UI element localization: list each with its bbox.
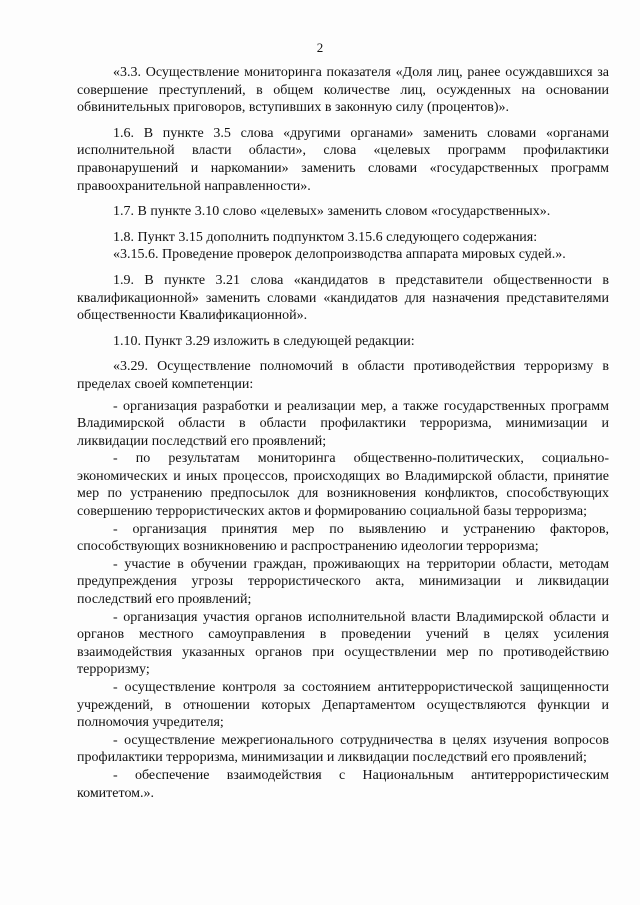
paragraph-1-7: 1.7. В пункте 3.10 слово «целевых» заменить словом «государственных». (113, 204, 551, 220)
list-item: - осуществление контроля за состоянием антитеррористической защищенности учреждений, в отношении которых Департаментом осуществляются функции и полномочия учредителя; (77, 680, 609, 731)
paragraph-1-10: 1.10. Пункт 3.29 изложить в следующей редакции: (113, 333, 415, 349)
document-body (77, 64, 609, 802)
list-item: - организация принятия мер по выявлению и устранению факторов, способствующих возникновению и распространению идеологии терроризма; (77, 521, 609, 555)
page-number: 2 (316, 40, 324, 55)
list-item: - по результатам мониторинга общественно-политических, социально-экономических и иных процессов, происходящих во Владимирской области, принятие мер по устранению предпосылок для возникновения конфликтов, способствующих совершению террористических актов и формированию социальной базы терроризма; (77, 451, 609, 520)
paragraph-3-29-intro: «3.29. Осуществление полномочий в области противодействия терроризму в пределах своей компетенции: (77, 359, 609, 392)
paragraph-3-3: «3.3. Осуществление мониторинга показателя «Доля лиц, ранее осуждавшихся за совершение преступлений, в общем количестве лиц, осужденных на основании обвинительных приговоров, вступивших в законную силу (процентов)». (77, 65, 609, 116)
paragraph-1-6: 1.6. В пункте 3.5 слова «другими органами» заменить словами «органами исполнительной власти области», слова «целевых программ профилактики правонарушений и наркомании» заменить словами «государственных программ правоохранительной направленности». (77, 125, 609, 194)
list-item: - осуществление межрегионального сотрудничества в целях изучения вопросов профилактики терроризма, минимизации и ликвидации последствий его проявлений; (77, 732, 609, 766)
list-item: - участие в обучении граждан, проживающих на территории области, методам предупреждения угрозы террористического акта, минимизации и ликвидации последствий его проявлений; (77, 556, 609, 608)
list-item: - организация участия органов исполнительной власти Владимирской области и органов местного самоуправления в проведении учений в целях усиления взаимодействия указанных органов при осуществлении мер по противодействию терроризму; (77, 609, 609, 678)
list-item: - обеспечение взаимодействия с Национальным антитеррористическим комитетом.». (77, 767, 609, 801)
paragraph-3-15-6: «3.15.6. Проведение проверок делопроизводства аппарата мировых судей.». (113, 247, 566, 263)
list-item: - организация разработки и реализации мер, а также государственных программ Владимирской области в области профилактики терроризма, минимизации и ликвидации последствий его проявлений; (77, 398, 609, 449)
paragraph-1-9: 1.9. В пункте 3.21 слова «кандидатов в представители общественности в квалификационной» заменить словами «кандидатов для назначения представителями общественности Квалификационной». (77, 272, 609, 324)
paragraph-1-8: 1.8. Пункт 3.15 дополнить подпунктом 3.15.6 следующего содержания: (113, 229, 538, 245)
